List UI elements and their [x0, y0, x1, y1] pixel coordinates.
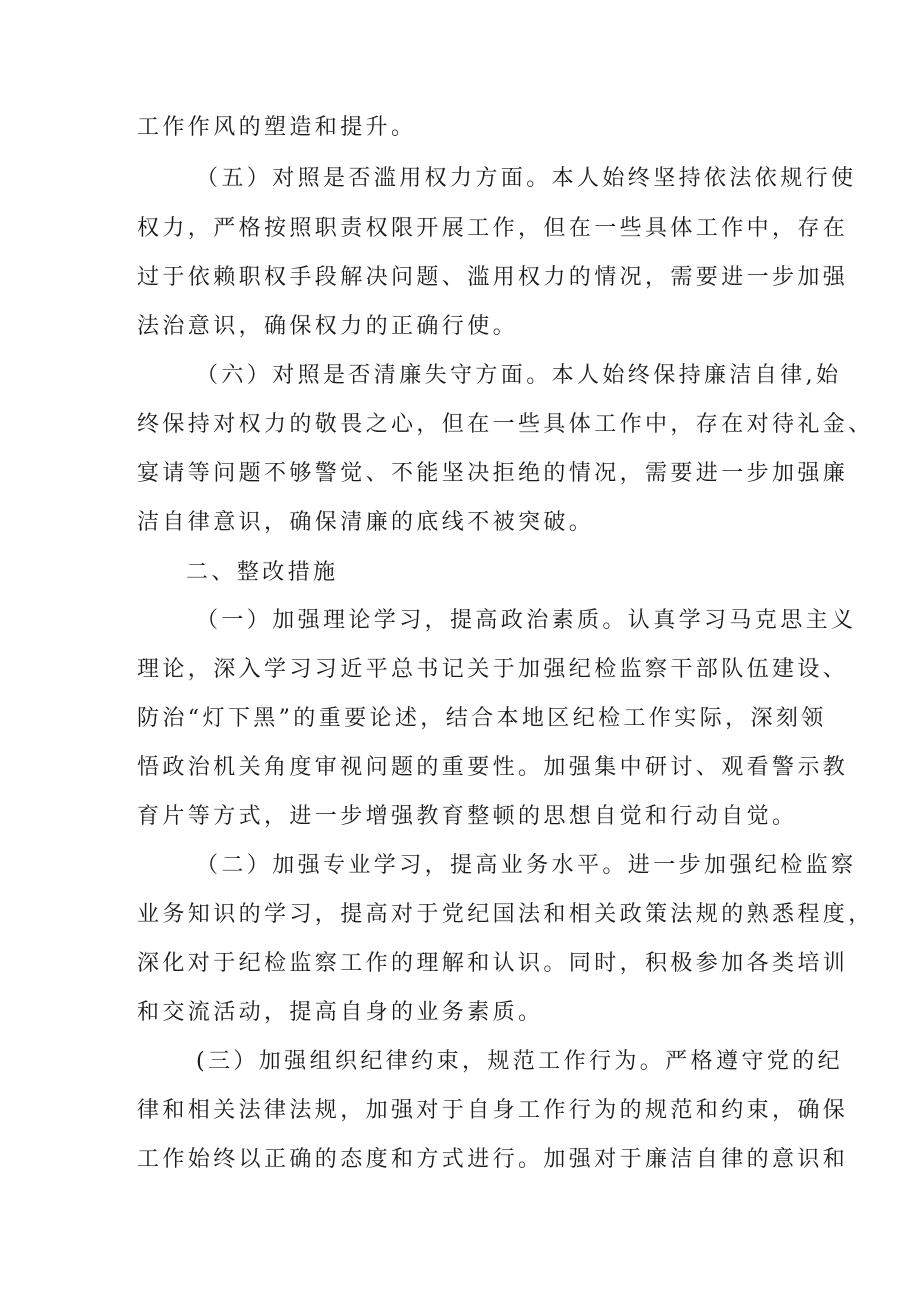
body-text-line: （六）对照是否清廉失守方面。本人始终保持廉洁自律,始 — [196, 363, 842, 388]
body-text-line: （五）对照是否滥用权力方面。本人始终坚持依法依规行使 — [196, 166, 857, 191]
body-text-line: 业务知识的学习，提高对于党纪国法和相关政策法规的熟悉程度， — [137, 902, 874, 927]
body-text-line: 律和相关法律法规，加强对于自身工作行为的规范和约束，确保 — [137, 1098, 849, 1123]
body-text-line: 理论，深入学习习近平总书记关于加强纪检监察干部队伍建设、 — [137, 657, 849, 682]
body-text-line: 工作作风的塑造和提升。 — [137, 115, 417, 140]
body-text-line: 育片等方式，进一步增强教育整顿的思想自觉和行动自觉。 — [137, 804, 798, 829]
body-text-line: （一）加强理论学习，提高政治素质。认真学习马克思主义 — [196, 608, 857, 633]
body-text-line: 深化对于纪检监察工作的理解和认识。同时，积极参加各类培训 — [137, 951, 849, 976]
body-text-line: 悟政治机关角度审视问题的重要性。加强集中研讨、观看警示教 — [137, 755, 849, 780]
body-text-line: （二）加强专业学习，提高业务水平。进一步加强纪检监察 — [196, 853, 857, 878]
body-text-line: 工作始终以正确的态度和方式进行。加强对于廉洁自律的意识和 — [137, 1147, 849, 1172]
body-text-line: 权力，严格按照职责权限开展工作，但在一些具体工作中，存在 — [137, 216, 849, 241]
body-text-line: 洁自律意识，确保清廉的底线不被突破。 — [137, 510, 595, 535]
body-text-line: 防治“灯下黑”的重要论述，结合本地区纪检工作实际，深刻领 — [137, 706, 827, 731]
section-heading: 二、整改措施 — [186, 560, 339, 585]
body-text-line: 宴请等问题不够警觉、不能坚决拒绝的情况，需要进一步加强廉 — [137, 461, 849, 486]
body-text-line: 过于依赖职权手段解决问题、滥用权力的情况，需要进一步加强 — [137, 265, 849, 290]
body-text-line: 终保持对权力的敬畏之心，但在一些具体工作中，存在对待礼金、 — [137, 412, 874, 437]
body-text-line: 法治意识，确保权力的正确行使。 — [137, 314, 519, 339]
body-text-line: (三）加强组织纪律约束，规范工作行为。严格遵守党的纪 — [196, 1049, 843, 1074]
body-text-line: 和交流活动，提高自身的业务素质。 — [137, 1000, 544, 1025]
